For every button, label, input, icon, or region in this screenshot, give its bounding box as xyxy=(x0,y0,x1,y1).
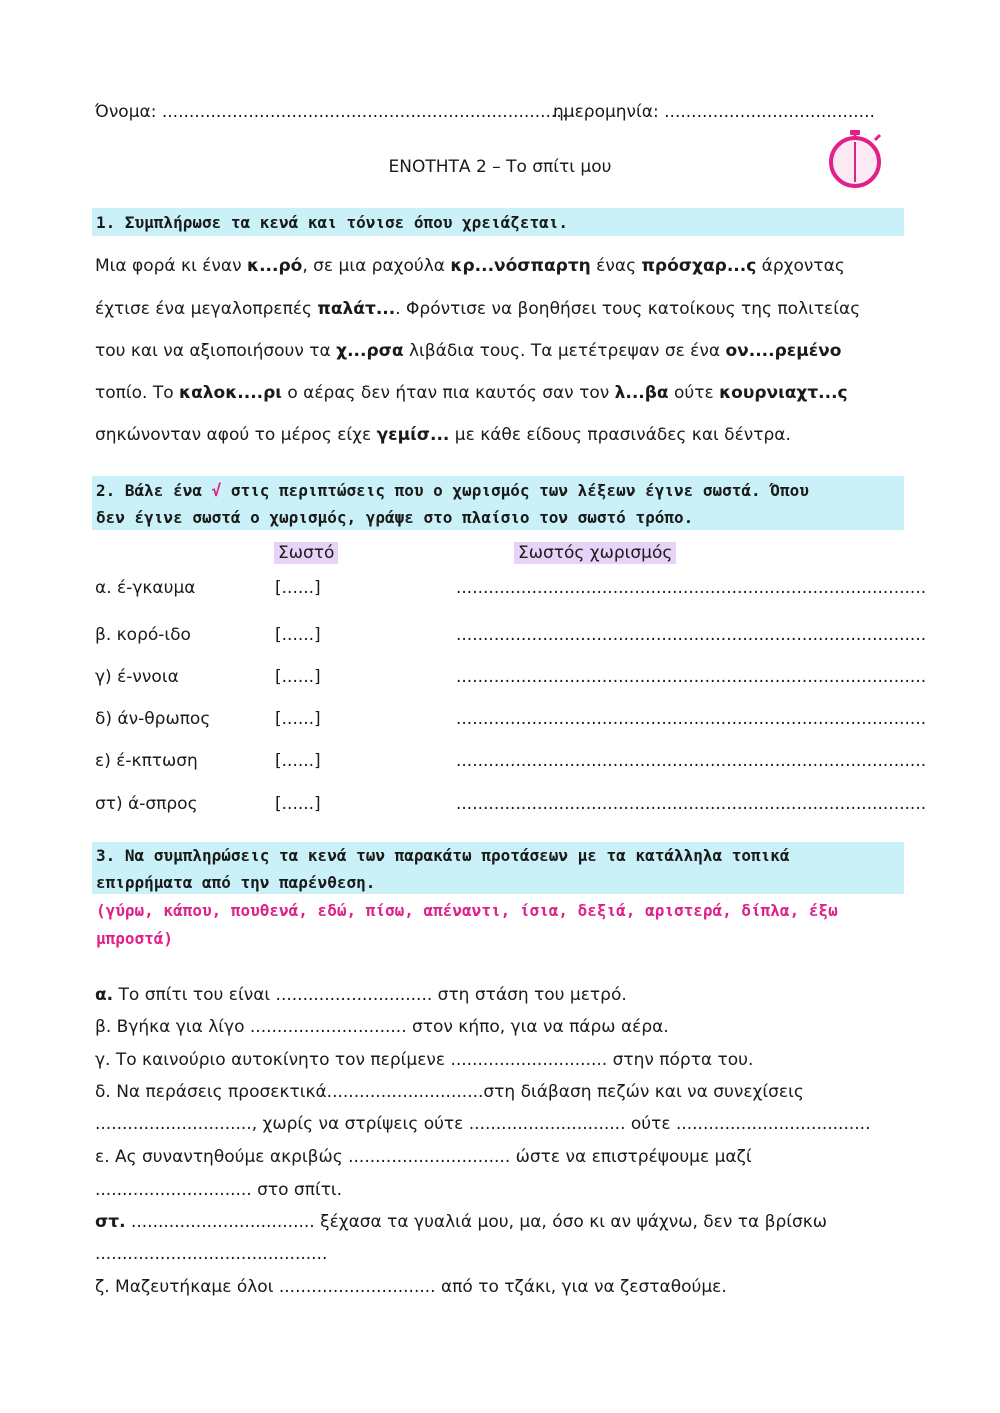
ex1-heading: 1. Συμπλήρωσε τα κενά και τόνισε όπου χρειάζεται. xyxy=(96,213,569,232)
text-segment: ο αέρας δεν ήταν πια καυτός σαν τον xyxy=(281,383,615,403)
blank-word: κ...ρό xyxy=(247,256,303,276)
ex1-line xyxy=(95,299,860,319)
answer-line[interactable]: ....................................................................................... xyxy=(456,578,927,598)
text-segment: , σε μια ραχούλα xyxy=(302,256,451,276)
answer-line[interactable]: ....................................................................................... xyxy=(456,794,927,814)
text-segment: τοπίο. Το xyxy=(95,383,180,403)
blank-word: κουρνιαχτ...ς xyxy=(719,383,848,403)
sentence-label: α. xyxy=(95,985,114,1005)
blank-word: λ...βα xyxy=(614,383,669,403)
sentence-text: β. Βγήκα για λίγο ............................. στον κήπο, για να πάρω αέρα. xyxy=(95,1017,669,1037)
fill-sentence[interactable] xyxy=(95,1180,342,1200)
check-box[interactable]: [......] xyxy=(275,751,321,771)
fill-sentence[interactable] xyxy=(95,1277,727,1297)
answer-line[interactable]: ....................................................................................... xyxy=(456,751,927,771)
ex3-options-line1: (γύρω, κάπου, πουθενά, εδώ, πίσω, απέναντι, ίσια, δεξιά, αριστερά, δίπλα, έξω xyxy=(96,901,838,920)
check-mark-icon: √ xyxy=(211,481,222,500)
ex1-line xyxy=(95,256,845,276)
ex1-line xyxy=(95,383,848,403)
sentence-label: στ. xyxy=(95,1212,126,1232)
sentence-text: ε. Ας συναντηθούμε ακριβώς .............................. ώστε να επιστρέψουμε μαζί xyxy=(95,1147,752,1167)
answer-line[interactable]: ....................................................................................... xyxy=(456,625,927,645)
answer-line[interactable]: ....................................................................................... xyxy=(456,709,927,729)
fill-sentence[interactable] xyxy=(95,1082,804,1102)
fill-sentence[interactable] xyxy=(95,1114,870,1134)
sentence-text: Το σπίτι του είναι ............................. στη στάση του μετρό. xyxy=(113,985,627,1005)
ex2-heading-line1 xyxy=(96,481,809,500)
split-word: α. έ-γκαυμα xyxy=(95,578,196,598)
blank-word: χ...ρσα xyxy=(336,341,404,361)
split-word: β. κορό-ιδο xyxy=(95,625,191,645)
sentence-text: ζ. Μαζευτήκαμε όλοι ............................. από το τζάκι, για να ζεσταθούμε. xyxy=(95,1277,727,1297)
blank-word: ον....ρεμένο xyxy=(725,341,842,361)
fill-sentence[interactable] xyxy=(95,1244,327,1264)
text-segment: σηκώνονταν αφού το μέρος είχε xyxy=(95,425,377,445)
text-segment: έχτισε ένα μεγαλοπρεπές xyxy=(95,299,318,319)
col-correct-label: Σωστό xyxy=(274,542,338,564)
text-segment: . Φρόντισε να βοηθήσει τους κατοίκους της πολιτείας xyxy=(395,299,861,319)
text-segment: ένας xyxy=(590,256,642,276)
fill-sentence[interactable] xyxy=(95,1017,669,1037)
check-box[interactable]: [......] xyxy=(275,625,321,645)
check-box[interactable]: [......] xyxy=(275,709,321,729)
ex2-heading-b: στις περιπτώσεις που ο χωρισμός των λέξεων έγινε σωστά. Όπου xyxy=(221,481,809,500)
sentence-text: ............................. στο σπίτι. xyxy=(95,1180,343,1200)
blank-word: καλοκ....ρι xyxy=(179,383,282,403)
fill-sentence[interactable] xyxy=(95,1147,752,1167)
blank-word: γεμίσ... xyxy=(376,425,450,445)
split-word: ε) έ-κπτωση xyxy=(95,751,198,771)
sentence-text: ............................., χωρίς να στρίψεις ούτε ............................. ούτε .................................... xyxy=(95,1114,871,1134)
text-segment: άρχοντας xyxy=(756,256,845,276)
sentence-text: ........................................... xyxy=(95,1244,328,1264)
blank-word: κρ...νόσπαρτη xyxy=(450,256,591,276)
text-segment: ούτε xyxy=(668,383,720,403)
text-segment: Μια φορά κι έναν xyxy=(95,256,248,276)
page-title: ΕΝΟΤΗΤΑ 2 – Το σπίτι μου xyxy=(388,157,612,177)
split-word: δ) άν-θρωπος xyxy=(95,709,211,729)
name-field[interactable]: Όνομα: ........................................................................... xyxy=(95,102,568,122)
sentence-text: .................................. ξέχασα τα γυαλιά μου, μα, όσο κι αν ψάχνω, δεν τα βρίσκω xyxy=(125,1212,828,1232)
text-segment: του και να αξιοποιήσουν τα xyxy=(95,341,337,361)
split-word: στ) ά-σπρος xyxy=(95,794,198,814)
text-segment: με κάθε είδους πρασινάδες και δέντρα. xyxy=(449,425,791,445)
check-box[interactable]: [......] xyxy=(275,578,321,598)
date-field[interactable]: ημερομηνία: ....................................... xyxy=(553,102,875,122)
blank-word: πρόσχαρ...ς xyxy=(641,256,757,276)
ex3-options-line2: μπροστά) xyxy=(96,929,174,948)
col-split-label: Σωστός χωρισμός xyxy=(514,542,676,564)
fill-sentence[interactable] xyxy=(95,1050,753,1070)
sentence-text: δ. Να περάσεις προσεκτικά.............................στη διάβαση πεζών και να συνεχίσεις xyxy=(95,1082,804,1102)
text-segment: λιβάδια τους. Τα μετέτρεψαν σε ένα xyxy=(403,341,726,361)
ex3-heading-line2: επιρρήματα από την παρένθεση. xyxy=(96,873,376,892)
blank-word: παλάτ... xyxy=(317,299,396,319)
ex2-heading-line2: δεν έγινε σωστά ο χωρισμός, γράψε στο πλαίσιο τον σωστό τρόπο. xyxy=(96,508,694,527)
ex1-line xyxy=(95,425,791,445)
ex3-heading-line1: 3. Να συμπληρώσεις τα κενά των παρακάτω προτάσεων με τα κατάλληλα τοπικά xyxy=(96,846,790,865)
fill-sentence[interactable] xyxy=(95,1212,827,1232)
sentence-text: γ. Το καινούριο αυτοκίνητο τον περίμενε ............................. στην πόρτα του. xyxy=(95,1050,754,1070)
check-box[interactable]: [......] xyxy=(275,667,321,687)
ex2-heading-a: 2. Βάλε ένα xyxy=(96,481,212,500)
ex1-line xyxy=(95,341,841,361)
check-box[interactable]: [......] xyxy=(275,794,321,814)
split-word: γ) έ-ννοια xyxy=(95,667,179,687)
answer-line[interactable]: ....................................................................................... xyxy=(456,667,927,687)
stopwatch-icon xyxy=(826,128,888,195)
fill-sentence[interactable] xyxy=(95,985,627,1005)
